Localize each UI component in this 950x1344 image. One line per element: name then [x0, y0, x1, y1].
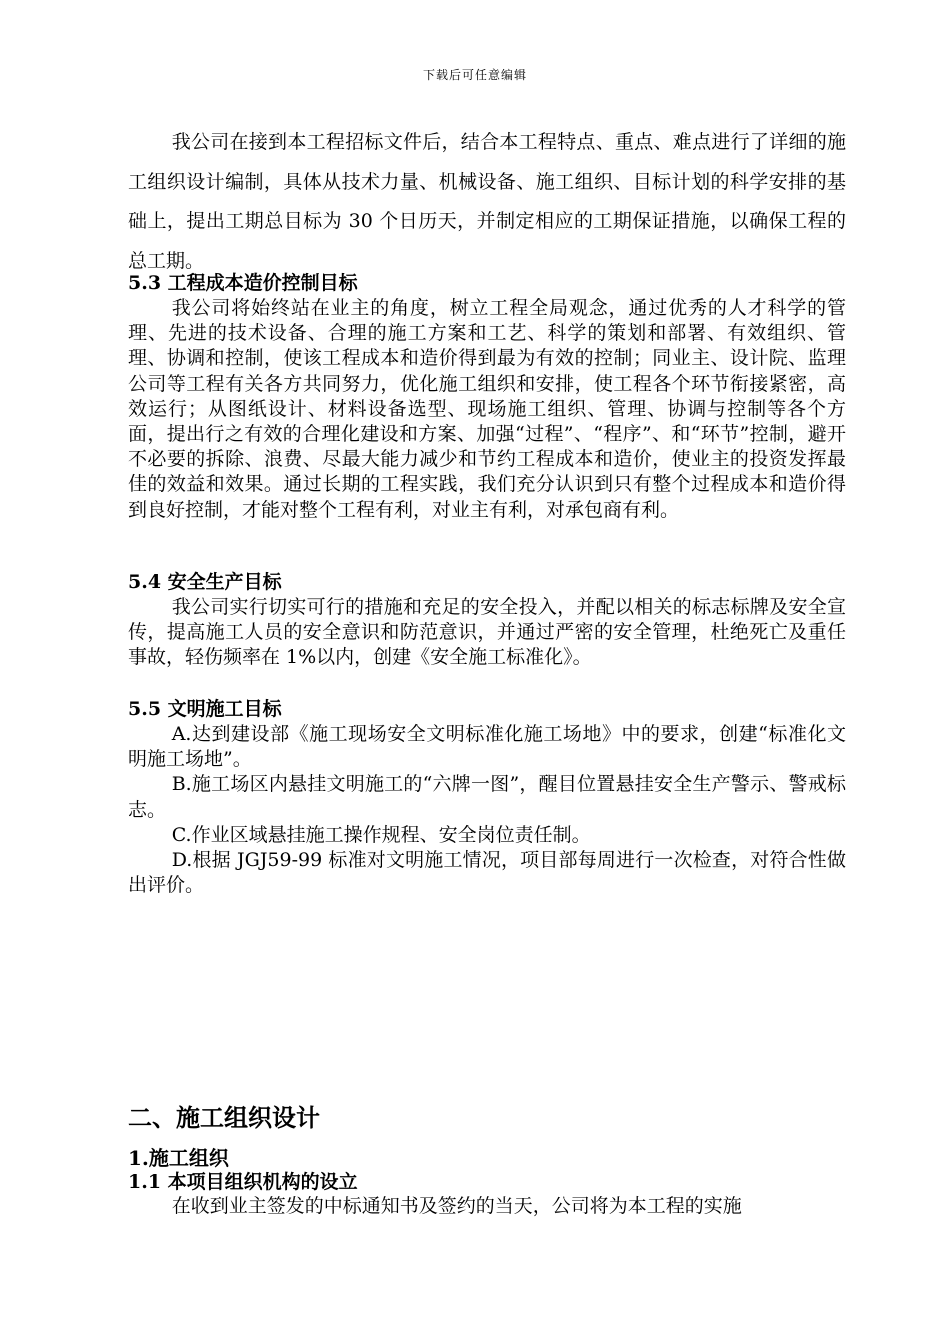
list-item-a: A.达到建设部《施工现场安全文明标准化施工场地》中的要求，创建“标准化文明施工场地”。 [128, 723, 846, 771]
list-item-c: C.作业区域悬挂施工操作规程、安全岗位责任制。 [171, 823, 591, 846]
section-5-5-heading: 5.5 文明施工目标 [128, 698, 282, 720]
page-header: 下载后可任意编辑 [422, 68, 527, 82]
section-5-4-body [128, 595, 846, 671]
section-5-4-paragraph: 我公司实行切实可行的措施和充足的安全投入，并配以相关的标志标牌及安全宣传，提高施工人员的安全意识和防范意识，并通过严密的安全管理，杜绝死亡及重任事故，轻伤频率在 1%以内，创建《安全施工标准化》。 [128, 596, 846, 669]
list-item-d: D.根据 JGJ59-99 标准对文明施工情况，项目部每周进行一次检查，对符合性做出评价。 [128, 849, 846, 897]
section-5-3-heading: 5.3 工程成本造价控制目标 [128, 272, 358, 294]
chapter-2-body [128, 1194, 846, 1219]
list-item-b: B.施工场区内悬挂文明施工的“六牌一图”，醒目位置悬挂安全生产警示、警戒标志。 [128, 773, 846, 821]
chapter-2-title: 二、施工组织设计 [128, 1103, 320, 1132]
chapter-2-paragraph: 在收到业主签发的中标通知书及签约的当天，公司将为本工程的实施 [171, 1195, 742, 1217]
intro-paragraph: 我公司在接到本工程招标文件后，结合本工程特点、重点、难点进行了详细的施工组织设计编制，具体从技术力量、机械设备、施工组织、目标计划的科学安排的基础上，提出工期总目标为 30 个日历天，并制定相应的工期保证措施，以确保工程的总工期。 [128, 131, 846, 272]
section-5-5-body [128, 722, 846, 898]
chapter-2-subheading: 1.施工组织 [128, 1146, 229, 1170]
intro-block [128, 123, 846, 281]
chapter-2-1-1-heading: 1.1 本项目组织机构的设立 [128, 1171, 358, 1193]
section-5-3-body [128, 296, 846, 523]
section-5-3-paragraph: 我公司将始终站在业主的角度，树立工程全局观念，通过优秀的人才科学的管理、先进的技术设备、合理的施工方案和工艺、科学的策划和部署、有效组织、管理、协调和控制，使该工程成本和造价得到最为有效的控制；同业主、设计院、监理公司等工程有关各方共同努力，优化施工组织和安排，使工程各个环节衔接紧密，高效运行；从图纸设计、材料设备选型、现场施工组织、管理、协调与控制等各个方面，提出行之有效的合理化建设和方案、加强“过程”、“程序”、和“环节”控制，避开不必要的拆除、浪费、尽最大能力减少和节约工程成本和造价，使业主的投资发挥最佳的效益和效果。通过长期的工程实践，我们充分认识到只有整个过程成本和造价得到良好控制，才能对整个工程有利，对业主有利，对承包商有利。 [128, 297, 846, 521]
section-5-4-heading: 5.4 安全生产目标 [128, 571, 282, 593]
